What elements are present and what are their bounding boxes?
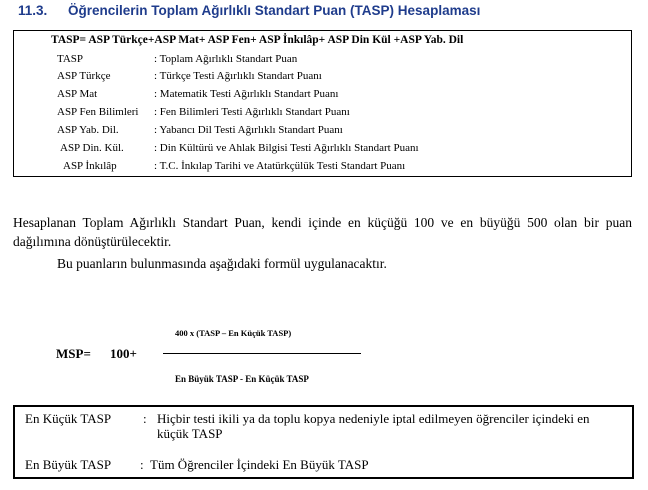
definition-text: : Yabancı Dil Testi Ağırlıklı Standart Puanı <box>154 124 343 136</box>
fraction-numerator: 400 x (TASP – En Küçük TASP) <box>175 328 292 338</box>
definition-text: : Toplam Ağırlıklı Standart Puan <box>154 53 298 65</box>
definition-term: ASP Din. Kül. <box>60 142 124 154</box>
note-term-max-tasp: En Büyük TASP <box>25 457 112 472</box>
definition-term: ASP Türkçe <box>57 70 111 82</box>
msp-constant: 100+ <box>110 346 137 361</box>
definition-term: ASP Yab. Dil. <box>57 124 119 136</box>
section-heading <box>18 3 480 18</box>
definition-term: ASP İnkılâp <box>63 160 117 172</box>
note-separator: : <box>143 411 147 426</box>
definitions-box <box>13 30 632 177</box>
definition-text: : Fen Bilimleri Testi Ağırlıklı Standart Puanı <box>154 106 350 118</box>
definition-text: : Din Kültürü ve Ahlak Bilgisi Testi Ağırlıklı Standart Puanı <box>154 142 419 154</box>
conversion-paragraph: Hesaplanan Toplam Ağırlıklı Standart Puan, kendi içinde en küçüğü 100 ve en büyüğü 500 olan bir puan dağılımına dönüştürülecektir. <box>13 215 632 249</box>
note-term-min-tasp: En Küçük TASP <box>25 411 112 426</box>
definition-term: ASP Mat <box>57 88 98 100</box>
section-number: 11.3. <box>18 3 48 18</box>
formula-intro-paragraph: Bu puanların bulunmasında aşağıdaki formül uygulanacaktır. <box>57 256 387 271</box>
fraction-bar <box>163 353 361 354</box>
definition-term: ASP Fen Bilimleri <box>57 106 139 118</box>
definition-text: : Matematik Testi Ağırlıklı Standart Puanı <box>154 88 339 100</box>
note-separator: : <box>140 457 144 472</box>
note-text-max-tasp: Tüm Öğrenciler İçindeki En Büyük TASP <box>150 457 369 472</box>
section-title: Öğrencilerin Toplam Ağırlıklı Standart Puan (TASP) Hesaplaması <box>68 3 481 18</box>
definition-text: : Türkçe Testi Ağırlıklı Standart Puanı <box>154 70 322 82</box>
note-text-min-tasp: Hiçbir testi ikili ya da toplu kopya nedeniyle iptal edilmeyen öğrenciler içindeki en küçük TASP <box>157 411 590 441</box>
definition-term: TASP <box>57 53 84 65</box>
definition-text: : T.C. İnkılap Tarihi ve Atatürkçülük Testi Standart Puanı <box>154 160 406 172</box>
msp-label: MSP= <box>56 346 91 361</box>
tasp-formula: TASP= ASP Türkçe+ASP Mat+ ASP Fen+ ASP İnkılâp+ ASP Din Kül +ASP Yab. Dil <box>51 34 464 46</box>
notes-box <box>13 405 634 479</box>
fraction-denominator: En Büyük TASP - En Küçük TASP <box>175 374 309 384</box>
